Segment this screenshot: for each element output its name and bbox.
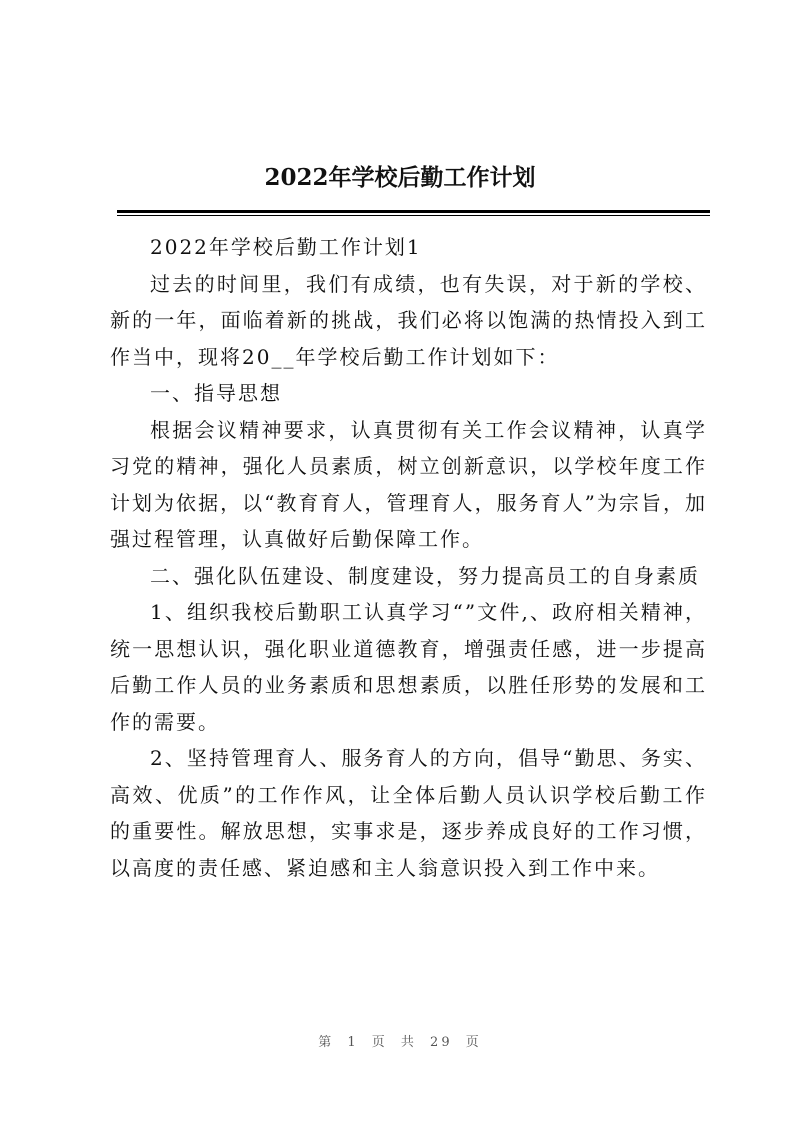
page-number-footer: 第 1 页 共 29 页 (318, 1035, 482, 1050)
item-1-paragraph: 1、组织我校后勤职工认真学习“”文件,、政府相关精神，统一思想认识，强化职业道德教育，增强责任感，进一步提高后勤工作人员的业务素质和思想素质，以胜任形势的发展和工作的需要。 (110, 600, 707, 734)
subheading-team-building: 二、强化队伍建设、制度建设，努力提高员工的自身素质 (150, 563, 700, 588)
title-divider-thick (117, 210, 710, 213)
document-title: 2022年学校后勤工作计划 (264, 164, 536, 191)
subheading-guiding-ideology: 一、指导思想 (150, 381, 282, 405)
item-2-paragraph: 2、坚持管理育人、服务育人的方向，倡导“勤思、务实、高效、优质”的工作作风，让全体后勤人员认识学校后勤工作的重要性。解放思想，实事求是，逐步养成良好的工作习惯，以高度的责任感、紧迫感和主人翁意识投入到工作中来。 (110, 746, 707, 880)
intro-paragraph: 过去的时间里，我们有成绩，也有失误，对于新的学校、新的一年，面临着新的挑战，我们必将以饱满的热情投入到工作当中，现将20__年学校后勤工作计划如下： (110, 271, 707, 369)
title-divider-thin (117, 215, 710, 216)
document-body (110, 229, 707, 886)
guiding-ideology-paragraph: 根据会议精神要求，认真贯彻有关工作会议精神，认真学习党的精神，强化人员素质，树立创新意识，以学校年度工作计划为依据，以“教育育人，管理育人，服务育人”为宗旨，加强过程管理，认真做好后勤保障工作。 (110, 417, 707, 551)
section-heading: 2022年学校后勤工作计划1 (150, 235, 422, 259)
